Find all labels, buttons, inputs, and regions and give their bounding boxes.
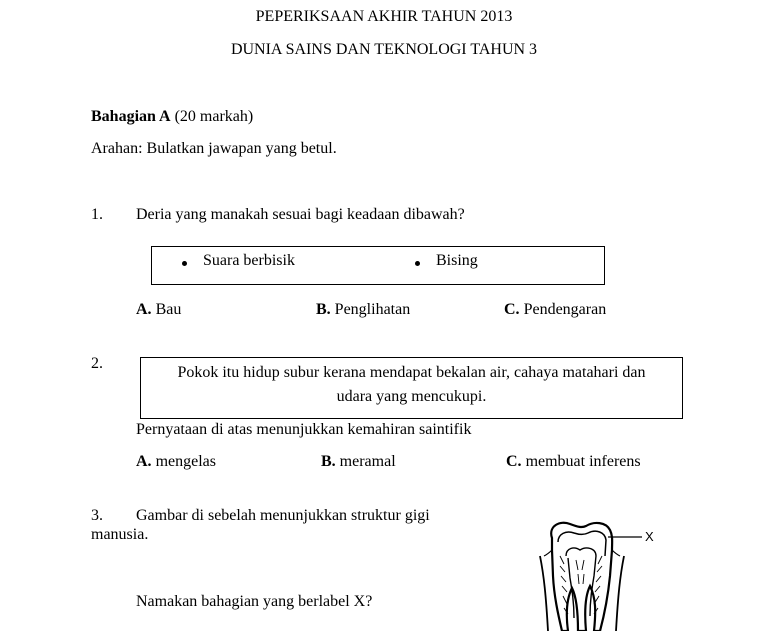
question-3-prompt: Namakan bahagian yang berlabel X?: [136, 593, 373, 610]
question-3-text-line-2: manusia.: [91, 526, 149, 543]
option-letter: C.: [506, 453, 522, 470]
question-2-text: Pernyataan di atas menunjukkan kemahiran saintifik: [136, 421, 472, 438]
section-title: Bahagian A: [91, 108, 171, 125]
option-letter: B.: [316, 301, 331, 318]
question-1-box: [151, 246, 605, 285]
question-1-text: Deria yang manakah sesuai bagi keadaan dibawah?: [136, 206, 465, 223]
tooth-crown: [551, 523, 612, 631]
question-3-text-line-1: Gambar di sebelah menunjukkan struktur gigi: [136, 507, 430, 524]
bullet-icon: [415, 261, 420, 266]
option-text: Bau: [155, 301, 182, 318]
exam-title: PEPERIKSAAN AKHIR TAHUN 2013: [255, 8, 513, 25]
option-text: Pendengaran: [523, 301, 607, 318]
option-letter: C.: [504, 301, 520, 318]
section-marks: (20 markah): [174, 108, 254, 125]
option-letter: A.: [136, 453, 152, 470]
option-letter: A.: [136, 301, 152, 318]
question-1-box-item-1: Suara berbisik: [203, 252, 295, 269]
question-2-box-line-2: udara yang mencukupi.: [336, 388, 487, 405]
option-text: mengelas: [155, 453, 216, 470]
question-2-option-c[interactable]: [506, 453, 641, 471]
tooth-diagram: [520, 516, 660, 631]
option-letter: B.: [321, 453, 336, 470]
question-2-box-line-1: Pokok itu hidup subur kerana mendapat bekalan air, cahaya matahari dan: [177, 364, 646, 381]
question-3-options-cutoff: [136, 621, 256, 630]
question-2-box: [140, 357, 683, 419]
question-1-option-b[interactable]: [316, 301, 410, 319]
question-1-box-item-2: Bising: [436, 252, 478, 269]
label-x: X: [645, 529, 654, 544]
bullet-icon: [182, 261, 187, 266]
option-text: membuat inferens: [525, 453, 641, 470]
question-2-option-b[interactable]: [321, 453, 396, 471]
section-heading: [91, 108, 253, 126]
question-1-number: 1.: [91, 206, 103, 223]
question-1-option-a[interactable]: [136, 301, 181, 319]
question-2-number: 2.: [91, 355, 103, 372]
exam-subtitle: DUNIA SAINS DAN TEKNOLOGI TAHUN 3: [230, 41, 538, 58]
option-text: meramal: [339, 453, 396, 470]
tooth-pulp: [566, 548, 596, 618]
option-text: Penglihatan: [334, 301, 411, 318]
question-3-number: 3.: [91, 507, 103, 524]
question-2-option-a[interactable]: [136, 453, 216, 471]
question-1-option-c[interactable]: [504, 301, 606, 319]
section-instruction: Arahan: Bulatkan jawapan yang betul.: [91, 140, 337, 157]
